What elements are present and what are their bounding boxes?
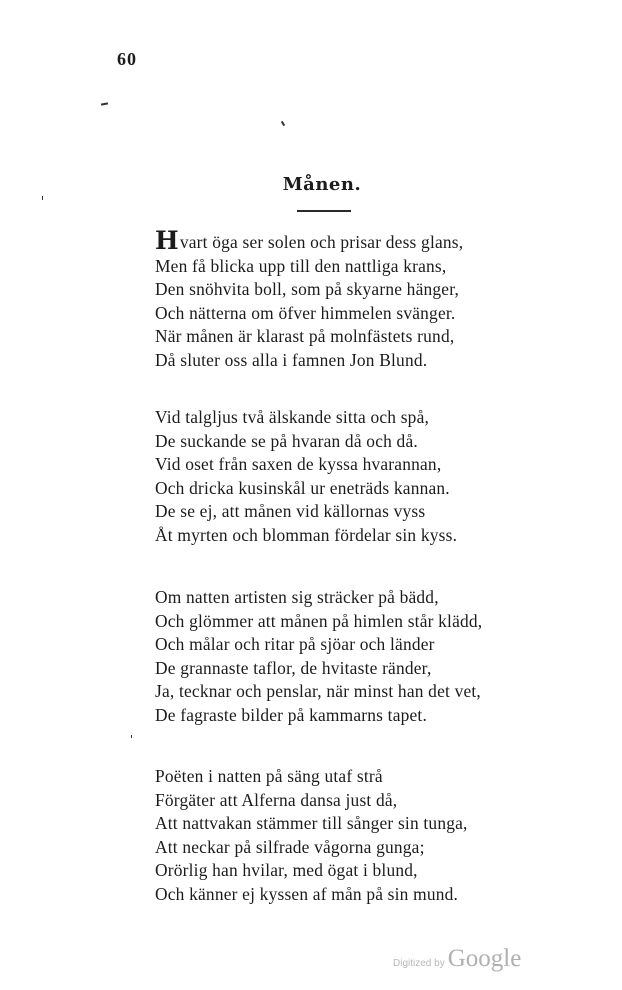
verse-line: När månen är klarast på molnfästets rund, (155, 326, 455, 346)
verse-line: Då sluter oss alla i famnen Jon Blund. (155, 349, 428, 370)
title-divider (297, 210, 351, 212)
verse-line: Åt myrten och blomman fördelar sin kyss. (155, 524, 458, 545)
poem-title: Månen. (282, 174, 362, 195)
verse-line (155, 226, 464, 255)
digitized-watermark (393, 945, 521, 973)
verse-line: De grannaste taflor, de hvitaste ränder, (155, 657, 432, 678)
verse-line: Vid talgljus två älskande sitta och spå, (155, 407, 430, 427)
stanza-2 (155, 406, 457, 547)
verse-line: Om natten artisten sig sträcker på bädd, (155, 587, 439, 607)
verse-line: Och känner ej kyssen af mån på sin mund. (155, 883, 459, 904)
verse-line: Ja, tecknar och penslar, när minst han det vet, (155, 681, 481, 701)
verse-line: De se ej, att månen vid källornas vyss (155, 501, 426, 521)
print-speck (101, 102, 108, 105)
verse-line: Förgäter att Alferna dansa just då, (155, 789, 398, 810)
verse-line: Och nätterna om öfver himmelen svänger. (155, 302, 456, 323)
watermark-prefix: Digitized by (393, 958, 445, 969)
verse-line: De suckande se på hvaran då och då. (155, 430, 418, 451)
print-speck (281, 121, 285, 126)
verse-line: De fagraste bilder på kammarns tapet. (155, 704, 428, 725)
print-speck (42, 196, 43, 200)
verse-line: Vid oset från saxen de kyssa hvarannan, (155, 454, 442, 474)
verse-line: Och dricka kusinskål ur eneträds kannan. (155, 477, 450, 498)
print-speck (131, 735, 132, 738)
stanza-4 (155, 765, 468, 906)
verse-line: Den snöhvita boll, som på skyarne hänger, (155, 279, 460, 299)
google-logo-text: Google (447, 945, 522, 972)
verse-line: Att neckar på silfrade vågorna gunga; (155, 836, 425, 857)
verse-line: Orörlig han hvilar, med ögat i blund, (155, 860, 418, 880)
drop-cap: H (155, 226, 179, 255)
stanza-3 (155, 586, 482, 727)
verse-line: Att nattvakan stämmer till sånger sin tunga, (155, 813, 468, 833)
verse-line: Och målar och ritar på sjöar och länder (155, 634, 435, 654)
verse-line-rest: vart öga ser solen och prisar dess glans, (179, 232, 464, 252)
stanza-1 (155, 226, 464, 372)
page-number: 60 (117, 49, 137, 69)
verse-line: Poëten i natten på säng utaf strå (155, 766, 383, 786)
verse-line: Men få blicka upp till den nattliga krans, (155, 255, 447, 276)
verse-line: Och glömmer att månen på himlen står klädd, (155, 610, 483, 631)
